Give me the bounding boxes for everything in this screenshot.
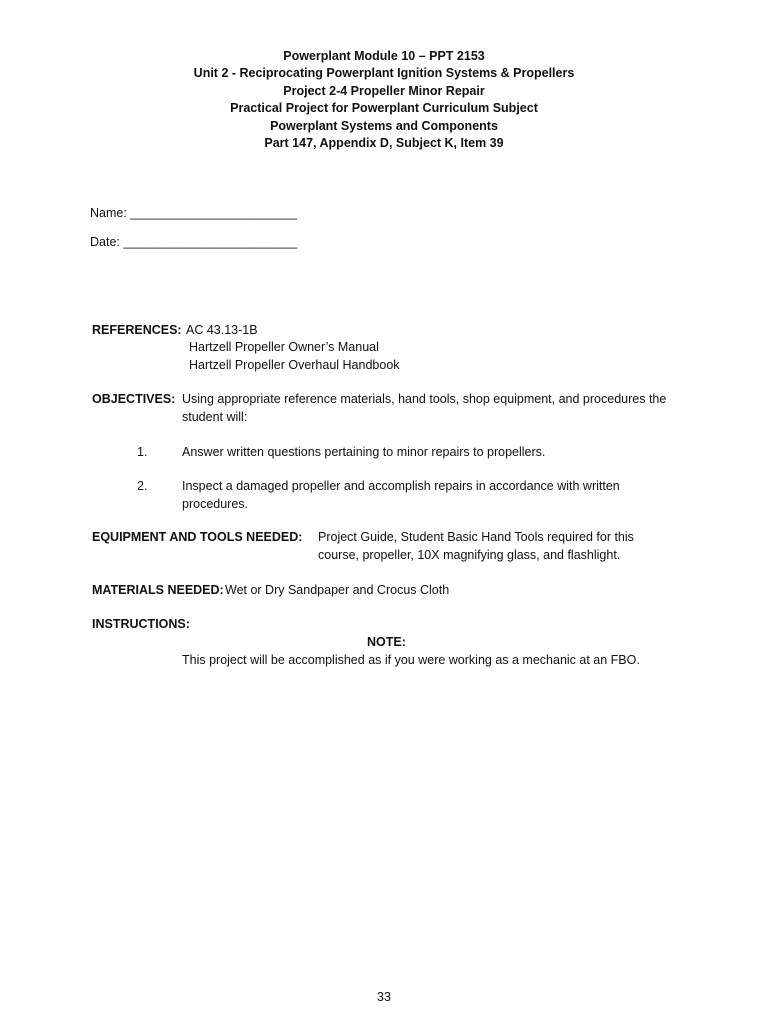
objectives-text: Using appropriate reference materials, hand tools, shop equipment, and procedures the <box>182 392 667 406</box>
document-header <box>0 48 768 152</box>
objective-item-text: Answer written questions pertaining to minor repairs to propellers. <box>182 445 546 459</box>
header-practical-line: Practical Project for Powerplant Curriculum Subject <box>230 101 538 116</box>
objective-item-text: Inspect a damaged propeller and accomplish repairs in accordance with written <box>182 479 620 493</box>
header-module-line: Powerplant Module 10 – PPT 2153 <box>283 49 485 63</box>
name-field: Name: ________________________ <box>90 206 298 220</box>
objective-item-text-cont: procedures. <box>182 497 249 511</box>
note-label: NOTE: <box>367 635 406 649</box>
materials-label: MATERIALS NEEDED: <box>92 583 224 597</box>
header-project-line: Project 2-4 Propeller Minor Repair <box>283 83 485 98</box>
instructions-label: INSTRUCTIONS: <box>92 617 190 631</box>
objectives-text-cont: student will: <box>182 410 248 424</box>
note-text: This project will be accomplished as if you were working as a mechanic at an FBO. <box>182 653 640 667</box>
reference-item: Hartzell Propeller Overhaul Handbook <box>189 358 400 372</box>
header-subject-line: Powerplant Systems and Components <box>270 118 498 133</box>
equipment-text: Project Guide, Student Basic Hand Tools required for this <box>318 530 634 544</box>
objectives-label: OBJECTIVES: <box>92 392 176 406</box>
equipment-text-cont: course, propeller, 10X magnifying glass, and flashlight. <box>318 548 621 562</box>
page-number: 33 <box>377 990 391 1004</box>
reference-item: Hartzell Propeller Owner’s Manual <box>189 340 379 354</box>
materials-text: Wet or Dry Sandpaper and Crocus Cloth <box>225 583 450 597</box>
objective-number: 1. <box>137 445 148 459</box>
header-unit-line: Unit 2 - Reciprocating Powerplant Ignition Systems & Propellers <box>193 66 575 81</box>
date-field: Date: _________________________ <box>90 235 298 249</box>
reference-item: AC 43.13-1B <box>186 323 258 337</box>
references-label: REFERENCES: <box>92 323 182 337</box>
equipment-label: EQUIPMENT AND TOOLS NEEDED: <box>92 530 303 544</box>
objective-number: 2. <box>137 479 148 493</box>
header-part-line: Part 147, Appendix D, Subject K, Item 39 <box>264 136 504 151</box>
